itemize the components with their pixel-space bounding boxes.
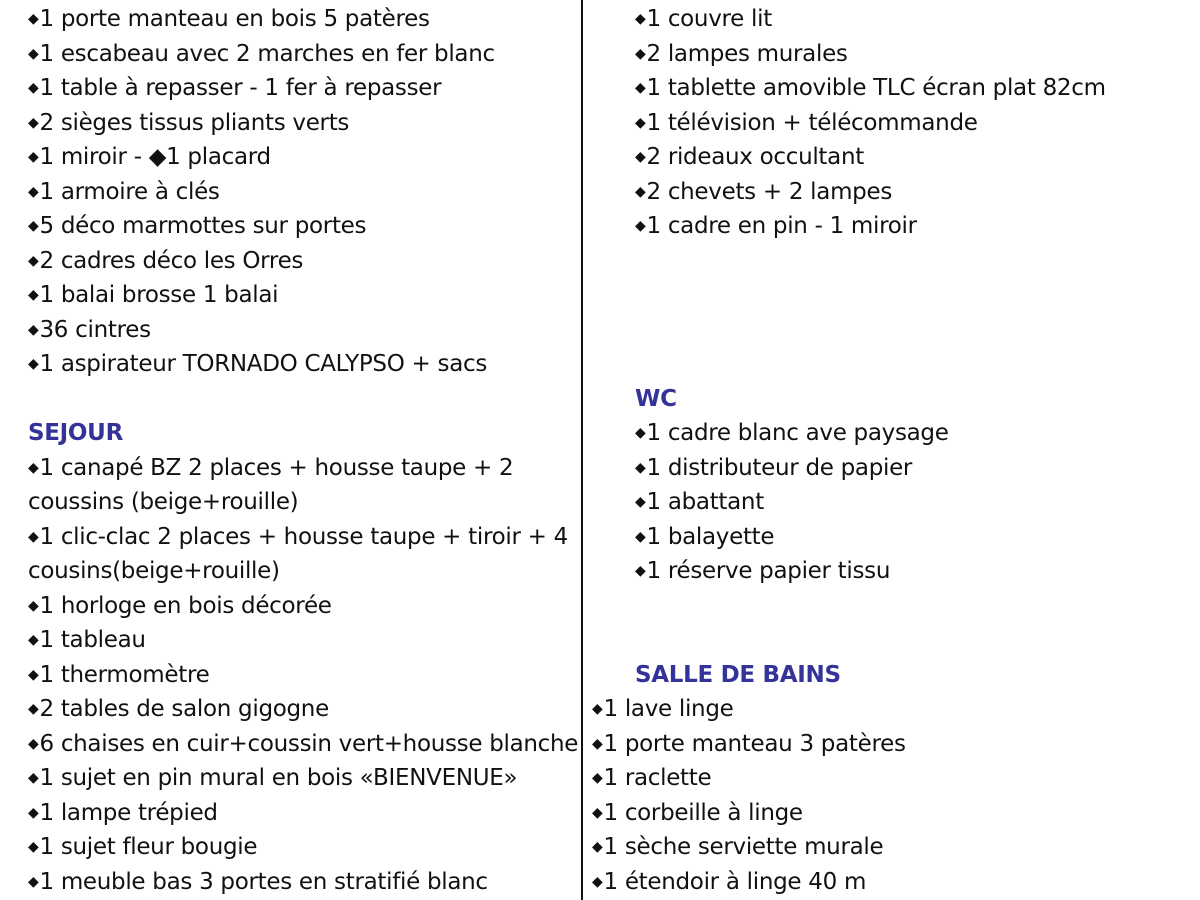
list-item: ◆1 sèche serviette murale xyxy=(592,834,884,860)
diamond-bullet-icon: ◆ xyxy=(28,701,39,717)
list-item: ◆1 lave linge xyxy=(592,696,734,722)
list-item: ◆1 meuble bas 3 portes en stratifié blanc xyxy=(28,869,488,895)
list-item: ◆1 tableau xyxy=(28,627,146,653)
diamond-bullet-icon: ◆ xyxy=(635,184,646,200)
diamond-bullet-icon: ◆ xyxy=(28,805,39,821)
list-item: ◆1 étendoir à linge 40 m xyxy=(592,869,867,895)
diamond-bullet-icon: ◆ xyxy=(28,184,39,200)
list-item: ◆1 télévision + télécommande xyxy=(635,110,978,136)
list-item: ◆1 cadre blanc ave paysage xyxy=(635,420,949,446)
list-item: ◆1 balai brosse 1 balai xyxy=(28,282,279,308)
list-item: ◆1 porte manteau en bois 5 patères xyxy=(28,6,430,32)
diamond-bullet-icon: ◆ xyxy=(28,80,39,96)
list-item: ◆2 cadres déco les Orres xyxy=(28,248,304,274)
diamond-bullet-icon: ◆ xyxy=(28,460,39,476)
list-item: ◆1 balayette xyxy=(635,524,775,550)
diamond-bullet-icon: ◆ xyxy=(28,253,39,269)
column-divider xyxy=(581,0,583,900)
list-item: ◆2 lampes murales xyxy=(635,41,848,67)
diamond-bullet-icon: ◆ xyxy=(28,529,39,545)
diamond-bullet-icon: ◆ xyxy=(592,874,603,890)
list-item: ◆1 sujet fleur bougie xyxy=(28,834,258,860)
list-item: ◆1 couvre lit xyxy=(635,6,772,32)
diamond-bullet-icon: ◆ xyxy=(635,494,646,510)
diamond-bullet-icon: ◆ xyxy=(28,667,39,683)
diamond-bullet-icon: ◆ xyxy=(635,46,646,62)
diamond-bullet-icon: ◆ xyxy=(28,632,39,648)
diamond-bullet-icon: ◆ xyxy=(635,529,646,545)
section-heading-sejour: SEJOUR xyxy=(28,420,123,446)
list-item: ◆36 cintres xyxy=(28,317,151,343)
diamond-bullet-icon: ◆ xyxy=(28,770,39,786)
diamond-bullet-icon: ◆ xyxy=(28,46,39,62)
diamond-bullet-icon: ◆ xyxy=(28,322,39,338)
diamond-bullet-icon: ◆ xyxy=(28,356,39,372)
section-heading-wc: WC xyxy=(635,386,677,412)
diamond-bullet-icon: ◆ xyxy=(592,805,603,821)
diamond-bullet-icon: ◆ xyxy=(592,736,603,752)
list-item: ◆2 tables de salon gigogne xyxy=(28,696,329,722)
list-item: ◆1 armoire à clés xyxy=(28,179,220,205)
diamond-bullet-icon: ◆ xyxy=(635,460,646,476)
list-item: ◆1 canapé BZ 2 places + housse taupe + 2 xyxy=(28,455,514,481)
section-heading-salle-de-bains: SALLE DE BAINS xyxy=(635,662,841,688)
diamond-bullet-icon: ◆ xyxy=(28,11,39,27)
list-item: ◆1 aspirateur TORNADO CALYPSO + sacs xyxy=(28,351,488,377)
list-item: ◆1 sujet en pin mural en bois «BIENVENUE» xyxy=(28,765,518,791)
list-item: ◆1 horloge en bois décorée xyxy=(28,593,332,619)
list-item: ◆1 tablette amovible TLC écran plat 82cm xyxy=(635,75,1106,101)
list-item: ◆6 chaises en cuir+coussin vert+housse blanche xyxy=(28,731,579,757)
diamond-bullet-icon: ◆ xyxy=(28,839,39,855)
list-item: ◆1 abattant xyxy=(635,489,764,515)
list-item: ◆1 cadre en pin - 1 miroir xyxy=(635,213,917,239)
diamond-bullet-icon: ◆ xyxy=(635,80,646,96)
diamond-bullet-icon: ◆ xyxy=(28,287,39,303)
list-item: ◆2 rideaux occultant xyxy=(635,144,864,170)
list-item: ◆1 réserve papier tissu xyxy=(635,558,891,584)
diamond-bullet-icon: ◆ xyxy=(635,425,646,441)
list-item: ◆2 chevets + 2 lampes xyxy=(635,179,893,205)
list-item: ◆1 corbeille à linge xyxy=(592,800,803,826)
list-item: ◆1 miroir - ◆1 placard xyxy=(28,144,271,170)
diamond-bullet-icon: ◆ xyxy=(635,149,646,165)
list-item: ◆1 escabeau avec 2 marches en fer blanc xyxy=(28,41,495,67)
diamond-bullet-icon: ◆ xyxy=(28,115,39,131)
list-item-continuation: cousins(beige+rouille) xyxy=(28,558,280,584)
diamond-bullet-icon: ◆ xyxy=(592,770,603,786)
diamond-bullet-icon: ◆ xyxy=(635,11,646,27)
diamond-bullet-icon: ◆ xyxy=(28,149,39,165)
list-item: ◆1 lampe trépied xyxy=(28,800,218,826)
diamond-bullet-icon: ◆ xyxy=(635,115,646,131)
list-item: ◆1 raclette xyxy=(592,765,712,791)
list-item: ◆1 thermomètre xyxy=(28,662,210,688)
diamond-bullet-icon: ◆ xyxy=(592,839,603,855)
diamond-bullet-icon: ◆ xyxy=(28,874,39,890)
list-item: ◆1 porte manteau 3 patères xyxy=(592,731,906,757)
diamond-bullet-icon: ◆ xyxy=(28,736,39,752)
list-item: ◆1 table à repasser - 1 fer à repasser xyxy=(28,75,442,101)
list-item: ◆1 distributeur de papier xyxy=(635,455,913,481)
diamond-bullet-icon: ◆ xyxy=(28,218,39,234)
list-item: ◆2 sièges tissus pliants verts xyxy=(28,110,350,136)
diamond-bullet-icon: ◆ xyxy=(28,598,39,614)
diamond-bullet-icon: ◆ xyxy=(635,218,646,234)
list-item: ◆1 clic-clac 2 places + housse taupe + tiroir + 4 xyxy=(28,524,568,550)
list-item: ◆5 déco marmottes sur portes xyxy=(28,213,367,239)
diamond-bullet-icon: ◆ xyxy=(592,701,603,717)
diamond-bullet-icon: ◆ xyxy=(635,563,646,579)
list-item-continuation: coussins (beige+rouille) xyxy=(28,489,299,515)
